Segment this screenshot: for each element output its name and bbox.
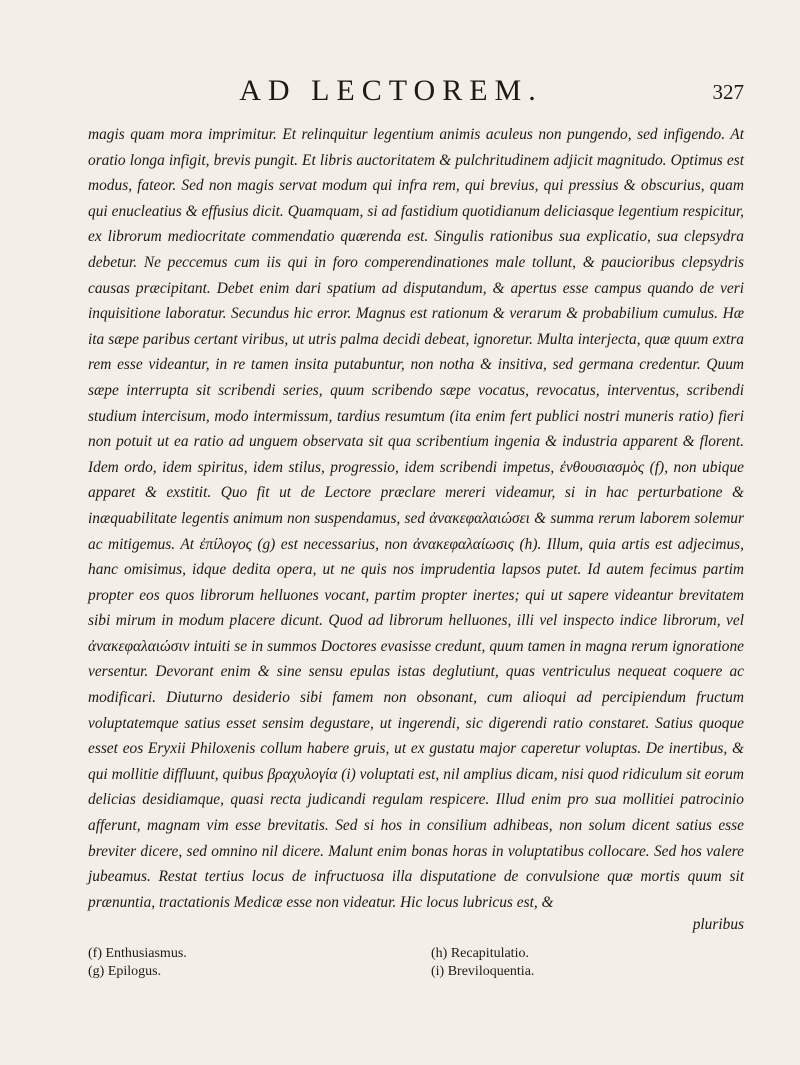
body-paragraph: magis quam mora imprimitur. Et relinquitur legentium animis aculeus non pungendo, sed infigendo. At oratio longa infigit, brevis pungit. Et libris auctoritatem & pulchritudinem adjicit magnitudo. Optimus est modus, fateor. Sed non magis servat modum qui infra rem, qui brevius, qui pressius & obscurius, quam qui enucleatius & effusius dicit. Quamquam, si ad fastidium quotidianum deliciasque legentium respicitur, ex librorum mediocritate commendatio quærenda est. Singulis rationibus sua explicatio, sua clepsydra debetur. Ne peccemus cum iis qui in foro comperendinationes male tollunt, & paucioribus clepsydris causas præcipitant. Debet enim dari spatium ad disputandum, & apertus esse campus quando de veri inquisitione laboratur. Secundus hic error. Magnus est rationum & verarum & probabilium cumulus. Hæ ita sæpe paribus certant viribus, ut utris palma decidi debeat, ignoretur. Multa interjecta, quæ quum extra rem esse videantur, in re tamen insita putabuntur, non notha & insitiva, sed germana credentur. Quum sæpe interrupta sit scribendi series, quum scribendo sæpe vocatus, revocatus, interventus, scribendi studium intercisum, modo intermissum, tardius resumtum (ita enim fert publici nostri muneris ratio) fieri non potuit ut ea ratio ad unguem observata sit qua scribentium ingenia & industria apparent & florent. Idem ordo, idem spiritus, idem stilus, progressio, idem scribendi impetus, ἐνθουσιασμὸς (f), non ubique apparet & exstitit. Quo fit ut de Lectore præclare mereri videamur, si in hac perturbatione & inæquabilitate legentis animum non suspendamus, sed ἀνακεφαλαιώσει & summa rerum laborem solemur ac mitigemus. At ἐπίλογος (g) est necessarius, non ἀνακεφαλαίωσις (h). Illum, quia artis est adjecimus, hanc omisimus, idque dedita opera, ut ne quis nos imprudentia lapsos putet. Id autem fecimus partim propter eos quos librorum helluones vocant, partim propter inertes; qui ut sapere videantur brevitatem sibi mirum in modum placere dicunt. Quod ad librorum helluones, illi vel inspecto indice librorum, vel ἀνακεφαλαιώσιν intuiti se in summos Doctores evasisse credunt, quum tamen in magna rerum ignoratione versentur. Devorant enim & sine sensu epulas istas deglutiunt, quas ventriculus nequeat coquere ac modificari. Diuturno desiderio sibi famem non obsonant, cum alioqui ad percipiendum fructum voluptatemque satius esset sensim degustare, ut ingerendi, sic digerendi ratio constaret. Satius quoque esset eos Eryxii Philoxenis collum habere gruis, ut ex gustatu major caperetur voluptas. De inertibus, & qui mollitie diffluunt, quibus βραχυλογία (i) voluptati est, nil amplius dicam, nisi quod ridiculum sit eorum delicias desidiamque, quasi recta judicandi regulam respicere. Illud enim pro sua mollitiei patrocinio afferunt, magnam vim esse brevitatis. Sed si hos in consilium adhibeas, non solum dicent satius esse breviter dicere, sed omnino nil dicere. Malunt enim bonas horas in voluptatibus collocare. Sed hos valere jubeamus. Restat tertius locus de infructuosa illa disputatione de convulsione quæ mortis quum sit prænuntia, tractationis Medicæ esse non videatur. Hic locus lubricus est, & — [88, 126, 744, 911]
footnotes-left — [88, 945, 401, 981]
footnote-h: (h) Recapitulatio. — [431, 946, 529, 962]
running-head: AD LECTOREM. — [239, 74, 543, 107]
page-number: 327 — [712, 80, 744, 104]
catchword: pluribus — [692, 916, 744, 934]
footnotes-right — [401, 945, 744, 981]
footnote-g: (g) Epilogus. — [88, 964, 162, 980]
page-header — [88, 74, 744, 114]
footnotes — [88, 945, 744, 981]
footnote-i: (i) Breviloquentia. — [431, 964, 535, 980]
footnote-f: (f) Enthusiasmus. — [88, 946, 187, 962]
